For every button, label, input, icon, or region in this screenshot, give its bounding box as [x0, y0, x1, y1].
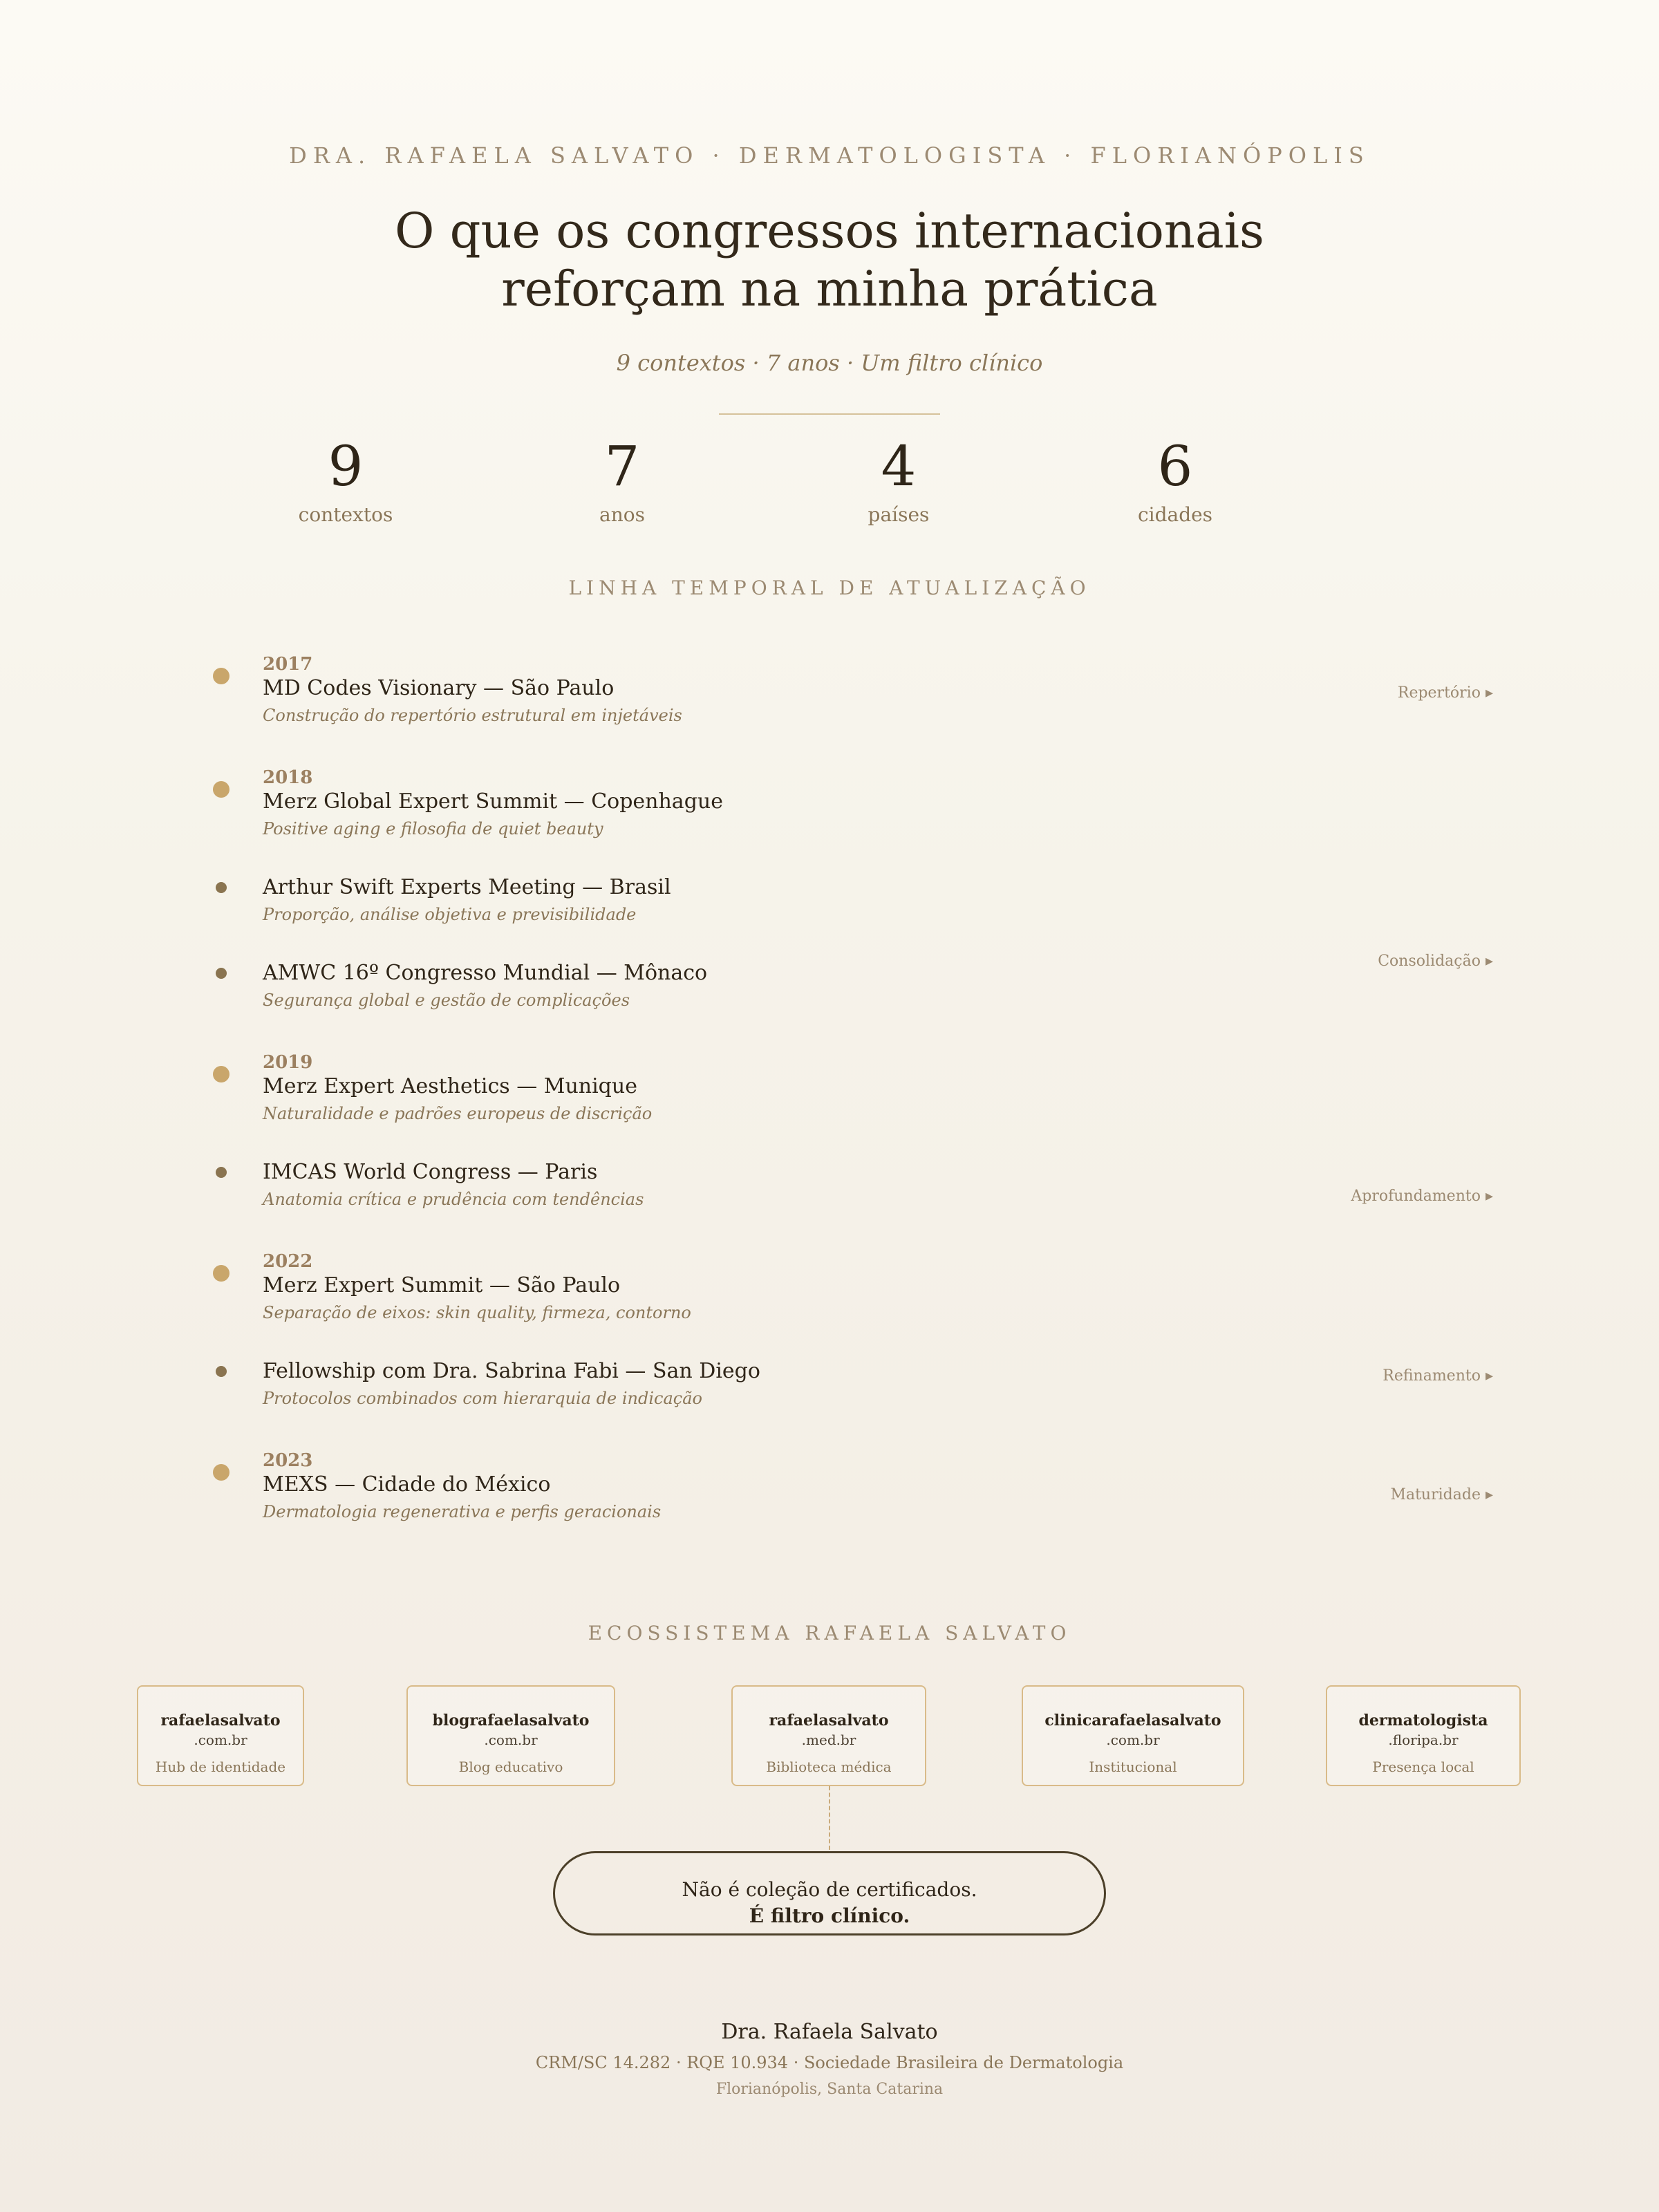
title-line-2: reforçam na minha prática — [501, 261, 1158, 317]
timeline-item-arthur-swift — [263, 874, 1507, 926]
timeline-event-name: Arthur Swift Experts Meeting — Brasil — [263, 875, 671, 899]
timeline-event-name: AMWC 16º Congresso Mundial — Mônaco — [263, 961, 708, 985]
stat-anos — [484, 435, 760, 526]
timeline-event-desc: Anatomia crítica e prudência com tendências — [263, 1190, 644, 1209]
timeline-event-name: MD Codes Visionary — São Paulo — [263, 676, 615, 700]
site-desc: Blog educativo — [458, 1759, 563, 1775]
timeline-year: 2023 — [263, 1450, 313, 1471]
timeline-dot — [216, 1167, 227, 1178]
site-domain: .com.br — [484, 1732, 538, 1748]
timeline-event-name: Merz Global Expert Summit — Copenhague — [263, 789, 723, 814]
stat-value: 6 — [1157, 434, 1193, 498]
timeline-dot — [213, 668, 229, 684]
site-name: blografaelasalvato — [432, 1712, 590, 1730]
timeline-dot — [216, 882, 227, 893]
timeline-year: 2019 — [263, 1052, 313, 1073]
timeline-event-name: MEXS — Cidade do México — [263, 1472, 551, 1497]
timeline-event-desc: Proporção, análise objetiva e previsibilidade — [263, 905, 637, 924]
site-domain: .com.br — [194, 1732, 247, 1748]
stat-value: 9 — [328, 434, 364, 498]
site-domain: .floripa.br — [1388, 1732, 1459, 1748]
timeline-event-desc: Protocolos combinados com hierarquia de indicação — [263, 1389, 702, 1408]
timeline-item-merz-copenhague — [263, 767, 1507, 841]
timeline-event-name: Merz Expert Summit — São Paulo — [263, 1273, 621, 1297]
site-domain: .med.br — [801, 1732, 856, 1748]
timeline-dot — [216, 968, 227, 979]
stat-paises — [760, 435, 1037, 526]
timeline-event-desc: Dermatologia regenerativa e perfis geracionais — [263, 1502, 662, 1521]
timeline-event-desc: Positive aging e filosofia de quiet beauty — [263, 819, 603, 838]
timeline-item-merz-munique — [263, 1052, 1507, 1125]
timeline-event-desc: Construção do repertório estrutural em injetáveis — [263, 706, 682, 725]
statement-line-2: É filtro clínico. — [749, 1904, 910, 1927]
site-name: rafaelasalvato — [160, 1712, 281, 1730]
site-desc: Biblioteca médica — [766, 1759, 892, 1775]
timeline-event-desc: Naturalidade e padrões europeus de discrição — [263, 1104, 653, 1123]
page-title — [0, 202, 1659, 318]
phase-aprofundamento: Aprofundamento ▸ — [1351, 1188, 1493, 1205]
timeline-item-fellowship — [263, 1358, 1507, 1410]
timeline-event-name: Merz Expert Aesthetics — Munique — [263, 1074, 637, 1098]
statement-line-1: Não é coleção de certificados. — [682, 1878, 977, 1901]
stat-label: cidades — [1137, 503, 1213, 526]
stat-value: 7 — [604, 434, 640, 498]
phase-refinamento: Refinamento ▸ — [1382, 1367, 1493, 1385]
timeline-year: 2018 — [263, 767, 313, 788]
site-desc: Presença local — [1372, 1759, 1474, 1775]
site-card-biblioteca[interactable] — [731, 1685, 926, 1786]
site-name: rafaelasalvato — [769, 1712, 889, 1730]
site-card-institucional[interactable] — [1022, 1685, 1244, 1786]
phase-maturidade: Maturidade ▸ — [1390, 1486, 1493, 1503]
dashed-connector — [829, 1786, 830, 1850]
ecosystem-label: ECOSSISTEMA RAFAELA SALVATO — [588, 1622, 1071, 1644]
timeline-item-md-codes — [263, 654, 1507, 727]
phase-repertorio: Repertório ▸ — [1397, 684, 1493, 702]
site-card-blog[interactable] — [406, 1685, 615, 1786]
timeline-event-desc: Segurança global e gestão de complicações — [263, 991, 630, 1010]
stat-label: países — [868, 503, 930, 526]
divider — [719, 413, 940, 415]
timeline-label: LINHA TEMPORAL DE ATUALIZAÇÃO — [568, 577, 1091, 599]
site-desc: Institucional — [1089, 1759, 1177, 1775]
timeline-item-amwc — [263, 959, 1507, 1012]
site-domain: .com.br — [1106, 1732, 1160, 1748]
timeline-dot — [213, 1464, 229, 1481]
timeline-year: 2017 — [263, 654, 313, 675]
stat-label: contextos — [298, 503, 393, 526]
site-desc: Hub de identidade — [155, 1759, 286, 1775]
title-line-1: O que os congressos internacionais — [395, 203, 1264, 259]
timeline-dot — [213, 1066, 229, 1082]
stat-label: anos — [599, 503, 645, 526]
timeline-item-merz-sao-paulo — [263, 1251, 1507, 1324]
timeline-dot — [213, 1265, 229, 1282]
stat-cidades — [1037, 435, 1313, 526]
subtitle: 9 contextos · 7 anos · Um filtro clínico — [616, 350, 1043, 376]
timeline-dot — [213, 781, 229, 798]
site-card-local[interactable] — [1326, 1685, 1521, 1786]
signature-location: Florianópolis, Santa Catarina — [715, 2081, 944, 2098]
phase-consolidacao: Consolidação ▸ — [1378, 953, 1493, 970]
stat-contextos — [207, 435, 484, 526]
eyebrow: DRA. RAFAELA SALVATO · DERMATOLOGISTA · FLORIANÓPOLIS — [289, 142, 1370, 169]
timeline-event-desc: Separação de eixos: skin quality, firmeza, contorno — [263, 1303, 691, 1322]
site-name: dermatologista — [1358, 1712, 1488, 1730]
timeline-item-mexs — [263, 1450, 1507, 1524]
timeline-dot — [216, 1366, 227, 1377]
stat-value: 4 — [881, 434, 917, 498]
signature-name: Dra. Rafaela Salvato — [721, 2020, 938, 2044]
timeline-event-name: IMCAS World Congress — Paris — [263, 1160, 598, 1184]
site-name: clinicarafaelasalvato — [1044, 1712, 1221, 1730]
statement-pill — [553, 1851, 1106, 1936]
signature-credentials: CRM/SC 14.282 · RQE 10.934 · Sociedade Brasileira de Dermatologia — [535, 2053, 1124, 2072]
timeline-event-name: Fellowship com Dra. Sabrina Fabi — San Diego — [263, 1359, 760, 1383]
timeline-item-imcas — [263, 1159, 1507, 1211]
timeline-year: 2022 — [263, 1251, 313, 1272]
site-card-hub[interactable] — [137, 1685, 304, 1786]
